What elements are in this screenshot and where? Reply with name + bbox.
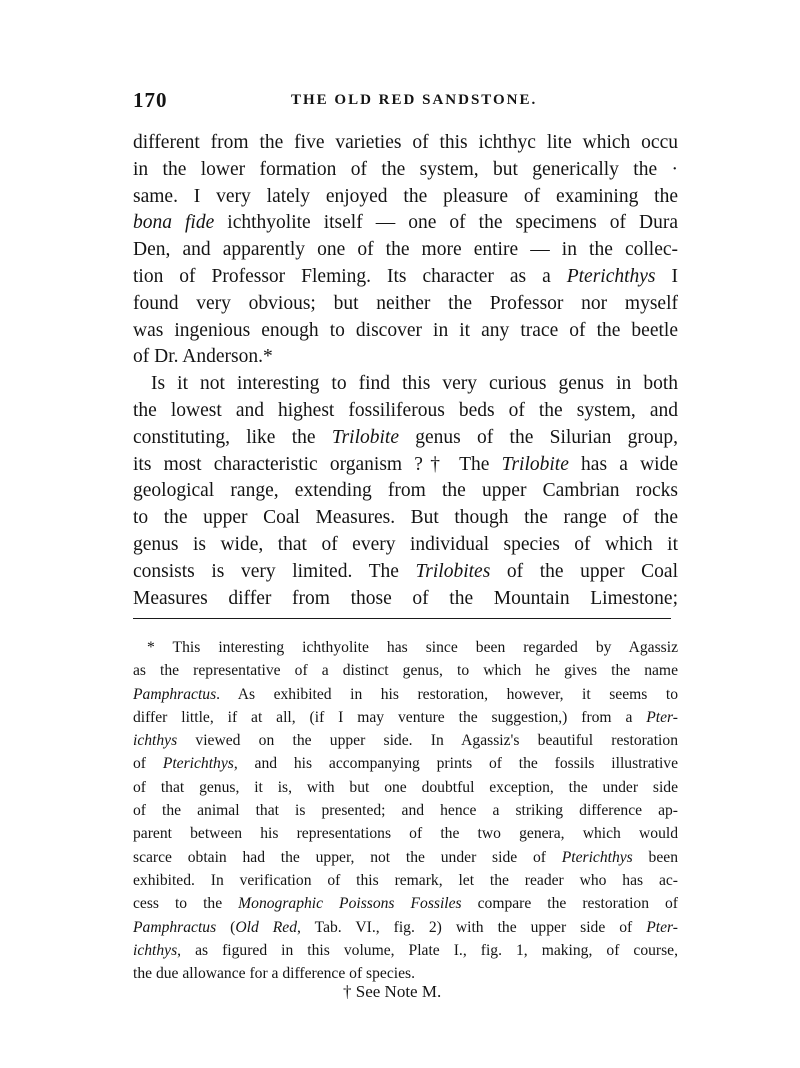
body-line: to the upper Coal Measures. But though the range of the <box>133 507 678 529</box>
page-number: 170 <box>133 88 168 112</box>
footnote-line: ichthys viewed on the upper side. In Agassiz's beautiful restoration <box>133 732 678 750</box>
page-header <box>133 88 678 114</box>
footnote-line: cess to the Monographic Poissons Fossiles compare the restoration of <box>133 895 678 913</box>
body-line: of Dr. Anderson.* <box>133 346 273 368</box>
footnote-line: of Pterichthys, and his accompanying prints of the fossils illustrative <box>133 755 679 773</box>
footnote-line: as the representative of a distinct genus, to which he gives the name <box>133 662 678 680</box>
body-line: bona fide ichthyolite itself — one of the specimens of Dura <box>133 212 678 234</box>
body-line: in the lower formation of the system, but generically the · <box>133 158 678 180</box>
footnote-line: ichthys, as figured in this volume, Plate I., fig. 1, making, of course, <box>133 941 678 959</box>
body-text <box>133 130 678 612</box>
body-line: different from the five varieties of this ichthyc lite which occu <box>133 132 678 153</box>
body-line: geological range, extending from the upper Cambrian rocks <box>133 480 678 502</box>
body-line: genus is wide, that of every individual species of which it <box>133 533 678 555</box>
footnote-line: the due allowance for a difference of species. <box>133 965 415 983</box>
body-line: Is it not interesting to find this very curious genus in both <box>151 373 678 395</box>
body-line: Den, and apparently one of the more entire — in the collec- <box>133 239 678 261</box>
body-line: tion of Professor Fleming. Its character as a Pterichthys I <box>133 265 678 287</box>
footnote-line: differ little, if at all, (if I may venture the suggestion,) from a Pter- <box>133 708 678 726</box>
body-line: found very obvious; but neither the Professor nor myself <box>133 292 678 314</box>
footnote-line: of that genus, it is, with but one doubtful exception, the under side <box>133 778 678 796</box>
note-reference: † See Note M. <box>343 982 442 1001</box>
body-line: Measures differ from those of the Mountain Limestone; <box>133 587 678 609</box>
footnote-line: * This interesting ichthyolite has since been regarded by Agassiz <box>147 639 678 656</box>
body-line: same. I very lately enjoyed the pleasure of examining the <box>133 185 678 207</box>
footnote-line: of the animal that is presented; and hence a striking difference ap- <box>133 802 678 820</box>
body-line: consists is very limited. The Trilobites of the upper Coal <box>133 560 679 582</box>
footnote-line: exhibited. In verification of this remark, let the reader who has ac- <box>133 871 678 889</box>
body-line: the lowest and highest fossiliferous beds of the system, and <box>133 399 678 421</box>
footnote-divider <box>133 618 671 619</box>
footnote-line: Pamphractus. As exhibited in his restoration, however, it seems to <box>133 685 678 703</box>
footnotes <box>133 636 678 985</box>
body-line: was ingenious enough to discover in it any trace of the beetle <box>133 319 678 341</box>
footnote-line: parent between his representations of the two genera, which would <box>133 825 678 843</box>
body-line: constituting, like the Trilobite genus of the Silurian group, <box>133 426 678 448</box>
running-head: THE OLD RED SANDSTONE. <box>291 92 538 108</box>
body-line: its most characteristic organism ?† The Trilobite has a wide <box>133 453 678 475</box>
footnote-line: scarce obtain had the upper, not the under side of Pterichthys been <box>133 848 678 866</box>
footnote-line: Pamphractus (Old Red, Tab. VI., fig. 2) with the upper side of Pter- <box>133 918 678 936</box>
